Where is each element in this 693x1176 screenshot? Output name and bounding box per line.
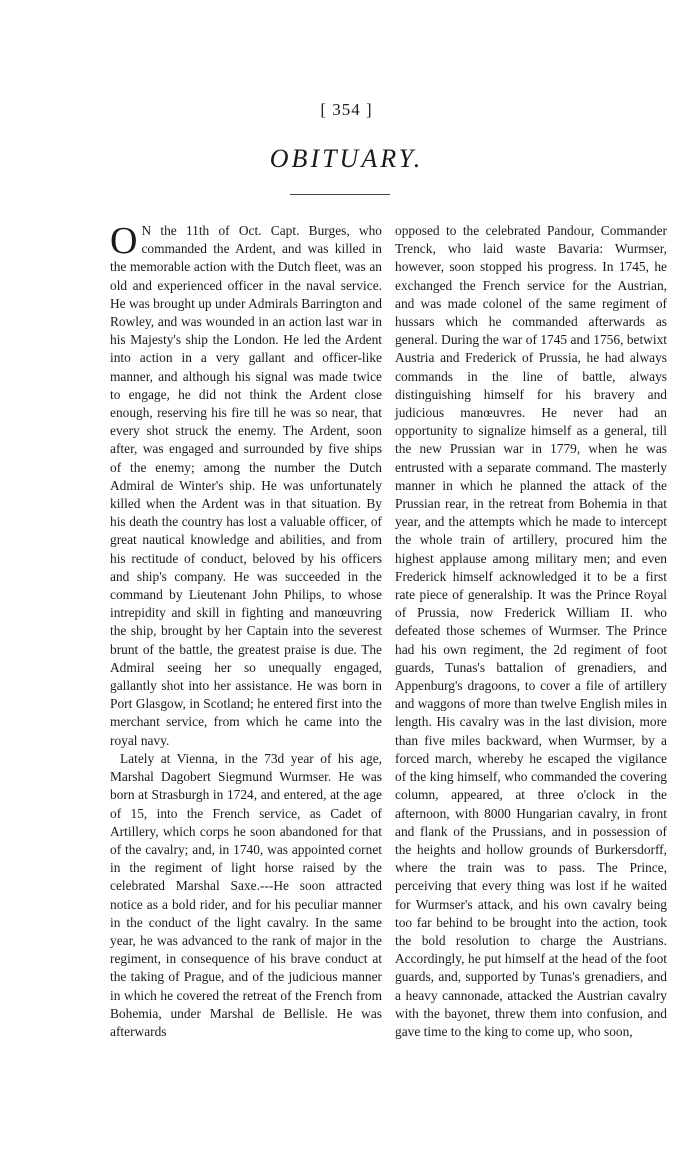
obituary-wurmser-paragraph: Lately at Vienna, in the 73d year of his age, Marshal Dagobert Siegmund Wurmser. He was born at Strasburgh in 1724, and entered, at the age of 15, into the French service, as Cadet of Artillery, which corps he soon abandoned for that of the cavalry; and, in 1740, was appointed cornet in the regiment of light horse raised by the celebrated Marshal Saxe.---He soon attracted notice as a bold rider, and for his peculiar manner in the conduct of the light cavalry. In the same year, he was advanced to the rank of major in the regiment, in consequence of his brave conduct at the taking of Prague, and of the judicious manner in which he covered the retreat of the French from Bohemia, under Marshal de Bellisle. He was afterwards <box>110 750 382 1039</box>
obituary-burges-text: N the 11th of Oct. Capt. Burges, who commanded the Ardent, and was killed in the memorable action with the Dutch fleet, was an old and experienced officer in the naval service. He was brought up under Admirals Barrington and Rowley, and was wounded in an action last war in his Majesty's ship the London. He led the Ardent into action in a very gallant and officer-like manner, and although his signal was made twice to engage, he did not think the Ardent close enough, reserving his fire till he was so near, that every shot struck the enemy. The Ardent, soon after, was engaged and surrounded by five ships of the enemy; among the number the Dutch Admiral de Winter's ship. He was unfortunately killed when the Ardent was in that situation. By his death the country has lost a valuable officer, of great nautical knowledge and abilities, and from his rectitude of conduct, beloved by his officers and ship's company. He was succeeded in the command by Lieutenant John Philips, to whose intrepidity and skill in fighting and manœuvring the ship, brought by her Captain into the severest brunt of the battle, the greatest praise is due. The Admiral seeing her so unequally engaged, gallantly shot into her assistance. He was born in Port Glasgow, in Scotland; he entered first into the merchant service, from which he came into the royal navy. <box>110 223 382 748</box>
page-number: [ 354 ] <box>320 100 373 119</box>
page-title: OBITUARY. <box>269 144 424 173</box>
column-left <box>110 222 382 1041</box>
column-right <box>395 222 667 1041</box>
title-rule <box>290 194 390 195</box>
drop-cap: O <box>110 220 138 262</box>
obituary-burges-paragraph <box>110 222 382 750</box>
obituary-wurmser-continued: opposed to the celebrated Pandour, Commander Trenck, who laid waste Bavaria: Wurmser, however, soon stopped his progress. In 1745, he exchanged the French service for the Austrian, and was made colonel of the same regiment of hussars which he commanded afterwards as general. During the war of 1745 and 1756, betwixt Austria and Frederick of Prussia, he had always commands in the line of battle, always distinguishing himself for his bravery and judicious manœuvres. He never had an opportunity to signalize himself as a general, till the new Prussian war in 1779, when he was entrusted with a separate command. The masterly manner in which he planned the attack of the Prussian rear, in the retreat from Bohemia in that year, and the attempts which he made to intercept the whole train of artillery, procured him the highest applause among military men; and even Frederick himself acknowledged it to be a first rate piece of generalship. It was the Prince Royal of Prussia, now Frederick William II. who defeated those schemes of Wurmser. The Prince had his own regiment, the 2d regiment of foot guards, Tunas's battalion of grenadiers, and Appenburg's dragoons, to cover a file of artillery and waggons of more than twelve English miles in length. His cavalry was in the last division, more than five miles backward, when Wurmser, by a forced march, whereby he escaped the vigilance of the king himself, who commanded the covering column, appeared, at three o'clock in the afternoon, with 8000 Hungarian cavalry, in front and flank of the Prussians, and in possession of the heights and hollow grounds of Burkersdorff, where the train was to pass. The Prince, perceiving that every thing was lost if he waited for Wurmser's attack, and his own cavalry being too far behind to be brought into the action, took the bold resolution to charge the Austrians. Accordingly, he put himself at the head of the foot guards, and, supported by Tunas's grenadiers, and a heavy cannonade, attacked the Austrian cavalry with the bayonet, threw them into confusion, and gave time to the king to come up, who soon, <box>395 223 667 1039</box>
